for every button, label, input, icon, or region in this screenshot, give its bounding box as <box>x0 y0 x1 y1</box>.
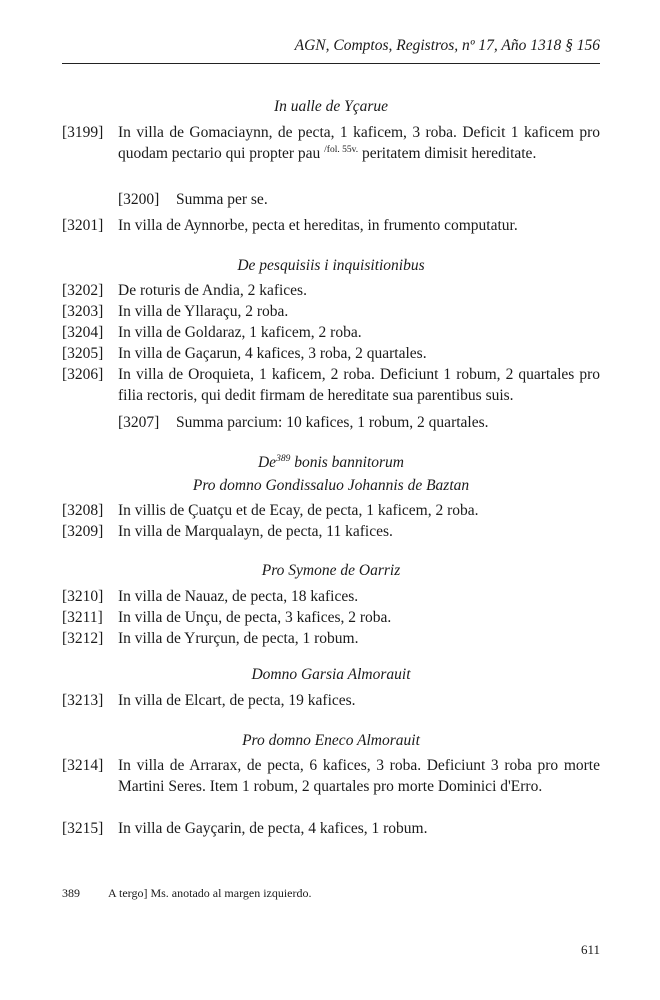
entry-number: [3206] <box>62 366 104 383</box>
heading-part: bonis bannitorum <box>290 454 404 471</box>
section-heading <box>62 454 600 472</box>
entry-number: [3208] <box>62 502 104 519</box>
entry-3199 <box>62 122 600 164</box>
entry-number: [3199] <box>62 124 104 141</box>
entry-3213 <box>62 690 600 711</box>
entry-text: In villa de Goldaraz, 1 kaficem, 2 roba. <box>118 324 362 341</box>
section-heading: Pro Symone de Oarriz <box>261 562 401 579</box>
entry-3205 <box>62 343 600 364</box>
entry-3210 <box>62 586 600 607</box>
entry-3203 <box>62 301 600 322</box>
section-subheading: Pro domno Gondissaluo Johannis de Baztan <box>192 477 470 494</box>
entry-number: [3203] <box>62 303 104 320</box>
entry-text: In villa de Unçu, de pecta, 3 kafices, 2 roba. <box>118 609 392 626</box>
entry-3214 <box>62 755 600 797</box>
entry-text: Summa per se. <box>176 191 268 208</box>
footnote-ref: 389 <box>276 454 291 464</box>
entry-text: Summa parcium: 10 kafices, 1 robum, 2 quartales. <box>176 414 489 431</box>
entry-text: In villa de Arrarax, de pecta, 6 kafices, 3 roba. Deficiunt 3 roba pro morte Martini Seres. Item 1 robum, 2 quartales pro morte Dominici d'Erro. <box>118 757 600 795</box>
entry-number: [3214] <box>62 757 104 774</box>
heading-part: De <box>257 454 277 471</box>
entry-text: In villa de Oroquieta, 1 kaficem, 2 roba. Deficiunt 1 robum, 2 quartales pro filia rectoris, qui dedit firmam de hereditate sua parentibus suis. <box>118 366 600 404</box>
entry-number: [3204] <box>62 324 104 341</box>
entry-number: [3201] <box>62 217 104 234</box>
entry-number: [3211] <box>62 609 103 626</box>
entry-text: In villa de Gayçarin, de pecta, 4 kafices, 1 robum. <box>118 820 428 837</box>
footnote <box>62 886 312 901</box>
entry-number: [3205] <box>62 345 104 362</box>
entry-3215 <box>62 818 600 839</box>
entry-number: [3210] <box>62 588 104 605</box>
entry-number: [3209] <box>62 523 104 540</box>
folio-marker: /fol. 55v. <box>324 145 359 155</box>
entry-3208 <box>62 500 600 521</box>
entry-text-part: In villa de Gomaciaynn, de pecta, 1 kaficem, 3 roba. Deficit 1 kaficem pro quodam pectario qui propter pau <box>118 124 600 162</box>
entry-text: In villis de Çuatçu et de Ecay, de pecta, 1 kaficem, 2 roba. <box>118 502 479 519</box>
entry-3202 <box>62 280 600 301</box>
entry-number: [3207] <box>118 414 160 431</box>
entry-3206 <box>62 364 600 406</box>
entry-text: De roturis de Andia, 2 kafices. <box>118 282 307 299</box>
entry-text: In villa de Aynnorbe, pecta et hereditas, in frumento computatur. <box>118 217 518 234</box>
entry-text: In villa de Nauaz, de pecta, 18 kafices. <box>118 588 359 605</box>
entry-number: [3213] <box>62 692 104 709</box>
section-heading: Domno Garsia Almorauit <box>251 666 411 683</box>
section-heading: In ualle de Yçarue <box>273 98 389 115</box>
entry-text: In villa de Marqualayn, de pecta, 11 kafices. <box>118 523 393 540</box>
entry-text: In villa de Yllaraçu, 2 roba. <box>118 303 289 320</box>
entry-3201 <box>62 215 600 236</box>
entry-3200 <box>62 189 600 210</box>
header-rule <box>62 63 600 64</box>
entry-3204 <box>62 322 600 343</box>
entry-text-part: peritatem dimisit hereditate. <box>358 145 537 162</box>
entry-number: [3200] <box>118 191 160 208</box>
entry-text: In villa de Gaçarun, 4 kafices, 3 roba, 2 quartales. <box>118 345 427 362</box>
entry-number: [3202] <box>62 282 104 299</box>
page-number: 611 <box>580 942 600 957</box>
entry-number: [3215] <box>62 820 104 837</box>
entry-text: In villa de Yrurçun, de pecta, 1 robum. <box>118 630 359 647</box>
footnote-number: 389 <box>62 886 80 900</box>
entry-3212 <box>62 628 600 649</box>
entry-3209 <box>62 521 600 542</box>
entry-3207 <box>62 412 600 433</box>
footnote-text: A tergo] Ms. anotado al margen izquierdo. <box>108 886 312 900</box>
section-heading: Pro domno Eneco Almorauit <box>242 732 420 749</box>
section-heading: De pesquisiis i inquisitionibus <box>237 257 425 274</box>
entry-3211 <box>62 607 600 628</box>
entry-number: [3212] <box>62 630 104 647</box>
running-header: AGN, Comptos, Registros, nº 17, Año 1318 § 156 <box>294 37 600 54</box>
entry-text <box>118 122 600 164</box>
entry-text: In villa de Elcart, de pecta, 19 kafices. <box>118 692 356 709</box>
